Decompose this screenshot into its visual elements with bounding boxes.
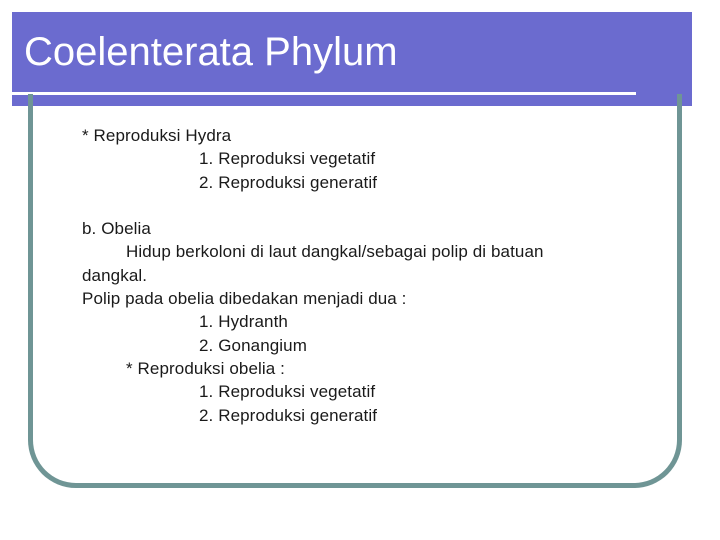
body-line: 1. Reproduksi vegetatif (199, 382, 376, 402)
body-line: 1. Hydranth (199, 312, 288, 332)
body-line: Hidup berkoloni di laut dangkal/sebagai polip di batuan (126, 242, 544, 262)
body-line: * Reproduksi obelia : (126, 358, 285, 378)
body-line: 2. Gonangium (199, 335, 307, 355)
body-line: dangkal. (82, 265, 148, 285)
body-line: 2. Reproduksi generatif (199, 405, 378, 425)
body-line: b. Obelia (82, 219, 151, 239)
slide-title: Coelenterata Phylum (24, 30, 398, 74)
body-line: * Reproduksi Hydra (82, 126, 232, 145)
slide-body (82, 124, 642, 427)
body-line: 2. Reproduksi generatif (199, 172, 378, 192)
body-line: 1. Reproduksi vegetatif (199, 149, 376, 169)
body-line: Polip pada obelia dibedakan menjadi dua : (82, 289, 407, 309)
body-blank-line (82, 194, 642, 217)
